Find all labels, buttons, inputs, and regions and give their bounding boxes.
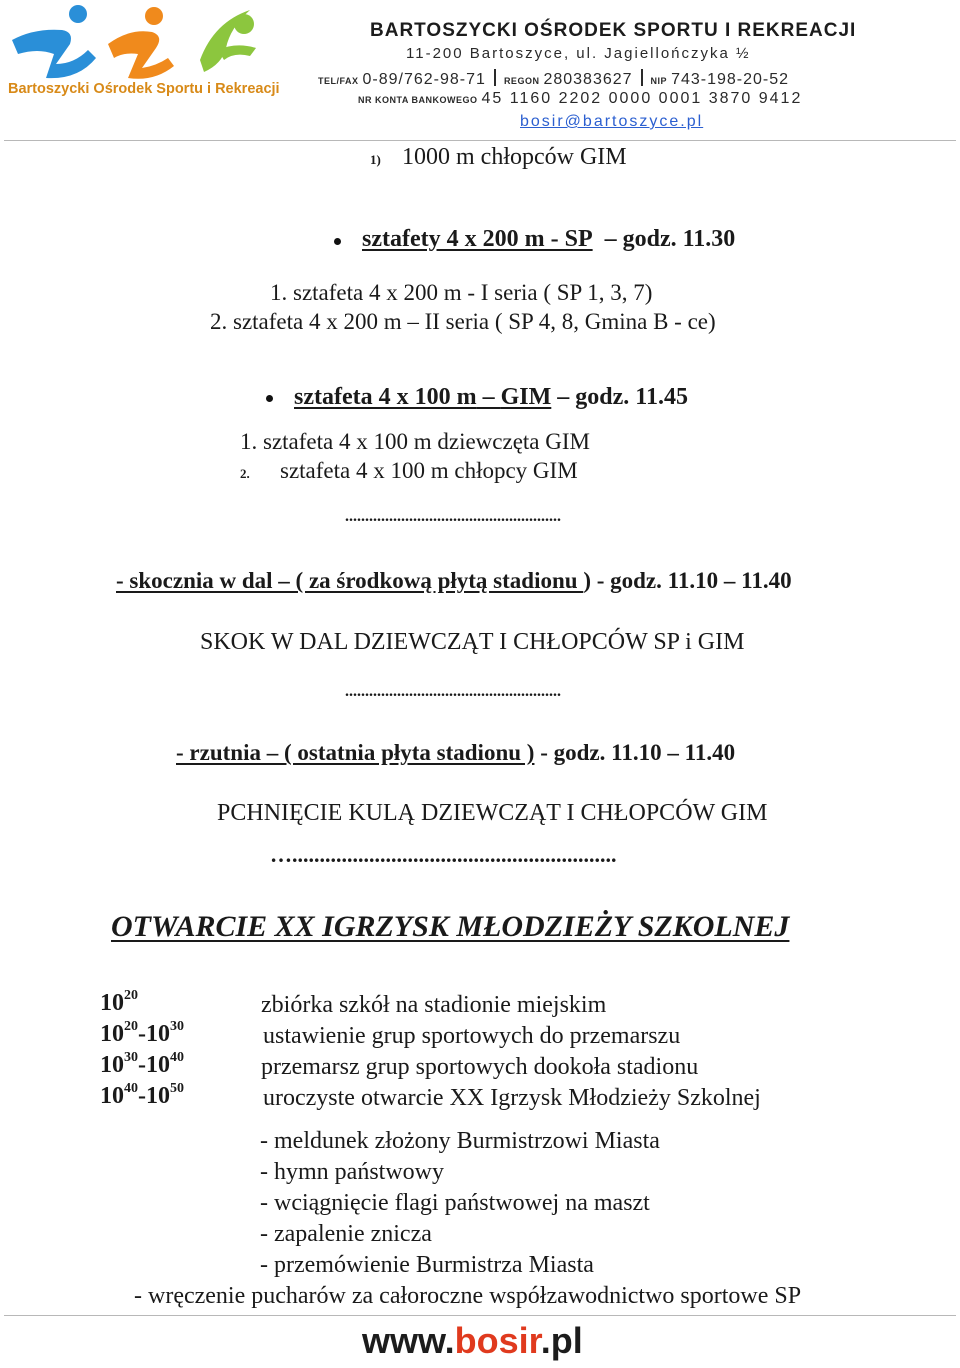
divider <box>494 69 496 86</box>
long-jump-event: SKOK W DAL DZIEWCZĄT I CHŁOPCÓW SP i GIM <box>200 629 745 655</box>
schedule-row <box>100 990 860 1021</box>
schedule-row <box>100 1083 860 1114</box>
relay-200-heading: sztafety 4 x 200 m - SP – godz. 11.30 <box>362 226 736 252</box>
relay-100-item-2: sztafeta 4 x 100 m chłopcy GIM <box>280 458 578 483</box>
schedule-row <box>100 1052 860 1083</box>
org-address: 11-200 Bartoszyce, ul. Jagiellończyka ½ <box>406 45 751 62</box>
tel-value: 0-89/762-98-71 <box>362 71 486 88</box>
green-runner-icon <box>200 10 256 72</box>
regon-label: REGON <box>503 76 540 86</box>
schedule-desc: uroczyste otwarcie XX Igrzysk Młodzieży Szkolnej <box>263 1085 761 1111</box>
list-marker: 2. <box>240 466 250 481</box>
relay-100-item-1: 1. sztafeta 4 x 100 m dziewczęta GIM <box>240 429 590 454</box>
account-number: 45 1160 2202 0000 0001 3870 9412 <box>481 90 803 107</box>
dotted-separator: …........................................................... <box>270 842 617 867</box>
bullet-icon <box>266 395 273 402</box>
schedule-time: $10^{40}-10^{50}$ <box>100 1081 184 1109</box>
contact-line <box>318 67 789 89</box>
ceremony-step: - meldunek złożony Burmistrzowi Miasta <box>260 1128 660 1154</box>
ceremony-step: - wciągnięcie flagi państwowej na maszt <box>260 1190 650 1216</box>
dotted-separator: ...................................................... <box>345 683 561 700</box>
schedule-time: $10^{20}-10^{30}$ <box>100 1019 184 1047</box>
account-label: NR KONTA BANKOWEGO <box>358 95 478 105</box>
footer-divider <box>4 1315 956 1316</box>
long-jump-heading: - skocznia w dal – ( za środkową płytą stadionu ) - godz. 11.10 – 11.40 <box>116 568 792 593</box>
ceremony-last-step: - wręczenie pucharów za całoroczne współzawodnictwo sportowe SP <box>134 1283 802 1309</box>
schedule-desc: ustawienie grup sportowych do przemarszu <box>263 1023 681 1049</box>
list-marker: 1) <box>370 152 381 167</box>
ceremony-steps <box>260 1128 660 1283</box>
header-divider <box>4 140 956 141</box>
tel-label: TEL/FAX <box>318 76 359 86</box>
relay-200-item-2: 2. sztafeta 4 x 200 m – II seria ( SP 4, 8, Gmina B - ce) <box>210 309 716 334</box>
nip-value: 743-198-20-52 <box>671 71 790 88</box>
schedule-desc: zbiórka szkół na stadionie miejskim <box>261 992 607 1018</box>
relay-200-item-1: 1. sztafeta 4 x 200 m - I seria ( SP 1, 3, 7) <box>270 280 653 305</box>
dotted-separator: ...................................................... <box>345 508 561 525</box>
regon-value: 280383627 <box>543 71 633 88</box>
event-1000m: 1000 m chłopców GIM <box>402 144 627 170</box>
logo-text: Bartoszycki Ośrodek Sportu i Rekreacji <box>8 81 280 97</box>
ceremony-step: - przemówienie Burmistrza Miasta <box>260 1252 594 1278</box>
opening-schedule <box>100 990 860 1114</box>
orange-runner-icon <box>108 7 174 79</box>
nip-label: NIP <box>650 76 668 86</box>
account-line <box>358 90 802 108</box>
bullet-icon <box>334 238 341 245</box>
schedule-row <box>100 1021 860 1052</box>
footer-website-link[interactable]: www.bosir.pl <box>362 1320 583 1361</box>
relay-100-heading: sztafeta 4 x 100 m – GIM – godz. 11.45 <box>294 384 688 410</box>
shot-put-heading: - rzutnia – ( ostatnia płyta stadionu ) - godz. 11.10 – 11.40 <box>176 740 736 765</box>
bosir-logo <box>4 2 280 98</box>
shot-put-event: PCHNIĘCIE KULĄ DZIEWCZĄT I CHŁOPCÓW GIM <box>217 800 768 826</box>
ceremony-step: - zapalenie znicza <box>260 1221 432 1247</box>
schedule-time: $10^{20}$ <box>100 988 138 1016</box>
schedule-desc: przemarsz grup sportowych dookoła stadionu <box>261 1054 699 1080</box>
org-name: BARTOSZYCKI OŚRODEK SPORTU I REKREACJI <box>370 20 857 41</box>
ceremony-step: - hymn państwowy <box>260 1159 444 1185</box>
email-link[interactable]: bosir@bartoszyce.pl <box>520 113 704 130</box>
divider <box>641 69 643 86</box>
blue-runner-icon <box>12 5 96 78</box>
schedule-time: $10^{30}-10^{40}$ <box>100 1050 184 1078</box>
opening-heading: OTWARCIE XX IGRZYSK MŁODZIEŻY SZKOLNEJ <box>111 910 790 943</box>
